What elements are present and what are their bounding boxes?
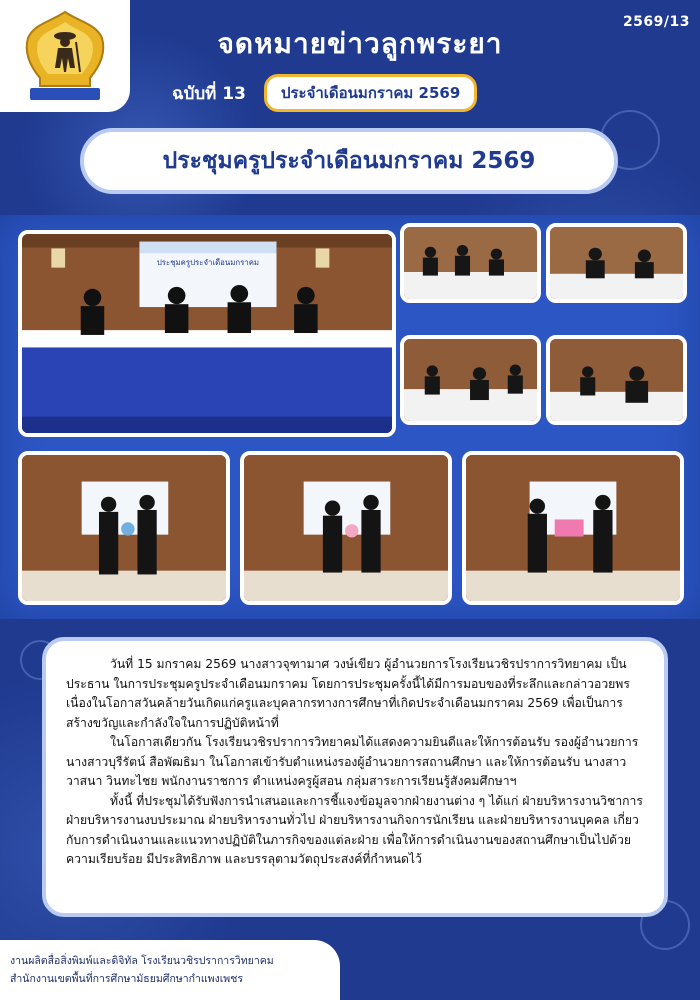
issue-month-badge: ประจำเดือนมกราคม 2569 bbox=[264, 74, 477, 112]
footer bbox=[0, 940, 340, 1000]
photo-bouquet-2 bbox=[240, 451, 452, 605]
article-paragraph: วันที่ 15 มกราคม 2569 นางสาวจุฑามาศ วงษ์เขียว ผู้อำนวยการโรงเรียนวชิรปราการวิทยาคม เป็นประธาน ในการประชุมครูประจำเดือนมกราคม โดยการประชุมครั้งนี้ได้มีการมอบของที่ระลึกและกล่าวอวยพรเนื่องในโอกาสวันคล้ายวันเกิดแก่ครูและบุคลากรทางการศึกษาที่เกิดประจำเดือนมกราคม 2569 เพื่อเป็นการสร้างขวัญและกำลังใจในการปฏิบัติหน้าที่ bbox=[66, 657, 630, 730]
photo-teachers-row-3 bbox=[400, 335, 541, 425]
issue-code: 2569/13 bbox=[622, 14, 690, 30]
photo-teachers-row-2 bbox=[546, 223, 687, 303]
school-emblem-icon bbox=[20, 8, 110, 104]
photo-teachers-row-4 bbox=[546, 335, 687, 425]
footer-line-office: สำนักงานเขตพื้นที่การศึกษามัธยมศึกษากำแพงเพชร bbox=[10, 973, 243, 985]
photo-collage bbox=[0, 215, 700, 619]
issue-number: ฉบับที่ 13 bbox=[172, 83, 246, 104]
article-body bbox=[42, 637, 668, 917]
headline: ประชุมครูประจำเดือนมกราคม 2569 bbox=[80, 128, 618, 194]
newsletter-title: จดหมายข่าวลูกพระยา bbox=[217, 27, 503, 60]
photo-gift-3 bbox=[462, 451, 684, 605]
footer-line-producer: งานผลิตสื่อสิ่งพิมพ์และดิจิทัล โรงเรียนวชิรปราการวิทยาคม bbox=[10, 955, 274, 967]
photo-teachers-row-1 bbox=[400, 223, 541, 303]
logo-container bbox=[0, 0, 130, 112]
photo-bouquet-1 bbox=[18, 451, 230, 605]
article-paragraph: ในโอกาสเดียวกัน โรงเรียนวชิรปราการวิทยาคมได้แสดงความยินดีและให้การต้อนรับ รองผู้อำนวยการ นางสาวบุรีรัตน์ สือพัฒธิมา ในโอกาสเข้ารับตำแหน่งรองผู้อำนวยการสถานศึกษา และให้การต้อนรับ นางสาววาสนา วินทะไชย พนักงานราชการ ตำแหน่งครูผู้สอน กลุ่มสาระการเรียนรู้สังคมศึกษาฯ bbox=[66, 735, 639, 788]
projector-screen-text: ประชุมครูประจำเดือนมกราคม bbox=[156, 257, 260, 267]
article-paragraph: ทั้งนี้ ที่ประชุมได้รับฟังการนำเสนอและการชี้แจงข้อมูลจากฝ่ายงานต่าง ๆ ได้แก่ ฝ่ายบริหารงานวิชาการ ฝ่ายบริหารงานงบประมาณ ฝ่ายบริหารงานทั่วไป ฝ่ายบริหารงานกิจการนักเรียน และฝ่ายบริหารงานบุคคล เกี่ยวกับการดำเนินงานและแนวทางปฏิบัติในภารกิจของแต่ละฝ่าย เพื่อให้การดำเนินงานของสถานศึกษาเป็นไปด้วยความเรียบร้อย มีประสิทธิภาพ และบรรลุตามวัตถุประสงค์ที่กำหนดไว้ bbox=[66, 793, 643, 866]
issue-line bbox=[172, 74, 477, 112]
photo-meeting-head-table bbox=[18, 230, 396, 437]
